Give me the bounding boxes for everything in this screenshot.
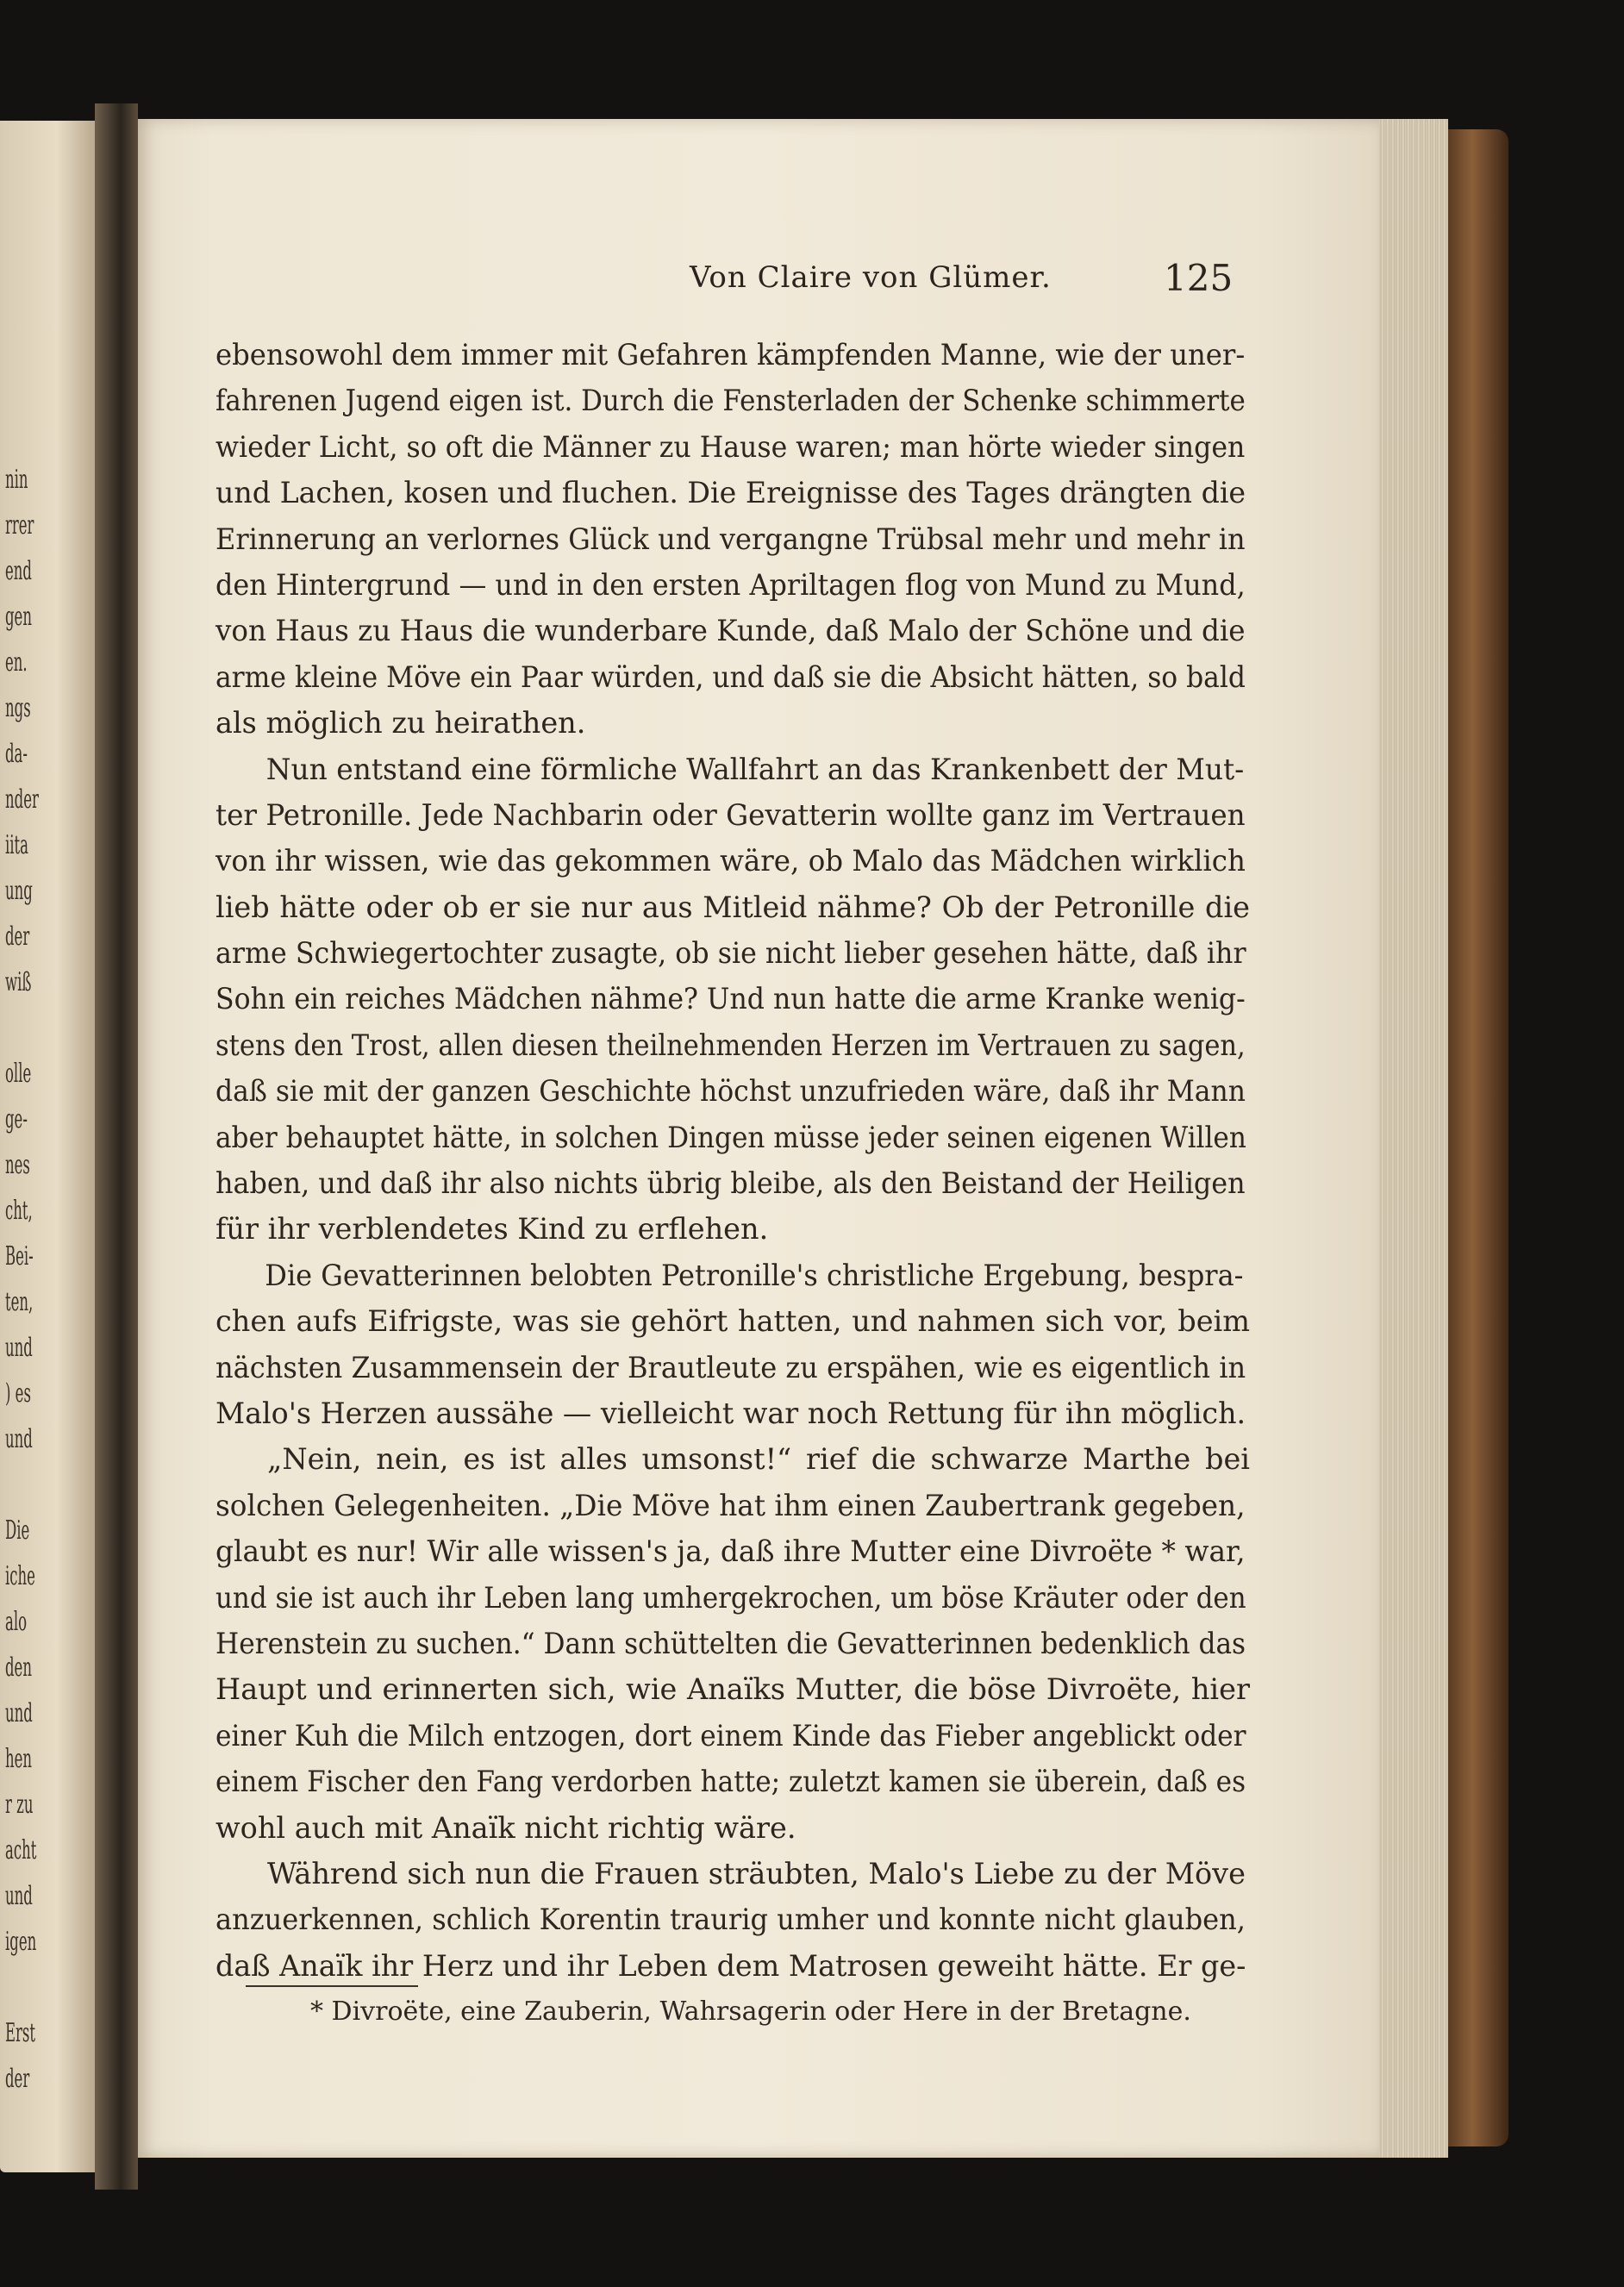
left-page-fragment: ge- (5, 1104, 28, 1134)
left-page-fragment: alo (5, 1607, 28, 1637)
left-page-fragment: Erst (5, 2018, 36, 2048)
footnote-rule (246, 1985, 418, 1987)
left-page-fragment: iche (5, 1561, 35, 1591)
text-line: und sie ist auch ihr Leben lang umhergekrochen, um böse Kräuter oder den (215, 1580, 1246, 1615)
book-cover-edge (1448, 129, 1508, 2146)
left-page-fragment (5, 1005, 53, 1051)
left-page-fragment: end (5, 556, 32, 586)
page-number: 125 (1164, 257, 1234, 299)
left-page-text-fragments (5, 457, 53, 2102)
text-line: nächsten Zusammensein der Brautleute zu erspähen, wie es eigentlich in (215, 1350, 1246, 1384)
text-line: Erinnerung an verlornes Glück und vergangne Trübsal mehr und mehr in (215, 522, 1246, 556)
text-line: lieb hätte oder ob er sie nur aus Mitleid nähme? Ob der Petronille die (215, 890, 1250, 924)
book-gutter (95, 103, 138, 2190)
left-page (0, 121, 95, 2172)
left-page-fragment: und (5, 1698, 33, 1728)
text-line: ebensowohl dem immer mit Gefahren kämpfenden Manne, wie der uner- (215, 338, 1246, 372)
text-line: wohl auch mit Anaïk nicht richtig wäre. (215, 1810, 796, 1845)
left-page-fragment: der (5, 2064, 30, 2094)
text-line: „Nein, nein, es ist alles umsonst!“ rief die schwarze Marthe bei (267, 1442, 1250, 1477)
left-page-fragment: ten, (5, 1287, 34, 1317)
text-line: chen aufs Eifrigste, was sie gehört hatten, und nahmen sich vor, beim (215, 1304, 1250, 1339)
page-edges (1379, 119, 1448, 2158)
left-page-fragment: und (5, 1881, 33, 1911)
text-line: Sohn ein reiches Mädchen nähme? Und nun hatte die arme Kranke wenig- (215, 982, 1246, 1016)
left-page-fragment: den (5, 1653, 32, 1683)
body-text (215, 332, 1250, 1989)
left-page-fragment: rrer (5, 510, 34, 541)
left-page-fragment: Die (5, 1515, 30, 1546)
left-page-fragment: da- (5, 739, 28, 769)
text-line: Nun entstand eine förmliche Wallfahrt an das Krankenbett der Mut- (265, 752, 1245, 786)
left-page-fragment: igen (5, 1927, 37, 1957)
text-line: den Hintergrund — und in den ersten Apriltagen flog von Mund zu Mund, (215, 567, 1246, 602)
text-line: Herenstein zu suchen.“ Dann schüttelten die Gevatterinnen bedenklich das (215, 1626, 1246, 1660)
left-page-fragment: nder (5, 784, 39, 815)
text-line: arme Schwiegertochter zusagte, ob sie nicht lieber gesehen hätte, daß ihr (215, 936, 1246, 971)
left-page-fragment: r zu (5, 1790, 34, 1820)
text-line: von ihr wissen, wie das gekommen wäre, ob Malo das Mädchen wirklich (215, 844, 1246, 878)
text-line: aber behauptet hätte, in solchen Dingen müsse jeder seinen eigenen Willen (215, 1120, 1246, 1154)
left-page-fragment: und (5, 1333, 33, 1363)
text-line: Die Gevatterinnen belobten Petronille's christliche Ergebung, bespra- (265, 1258, 1244, 1292)
text-line: glaubt es nur! Wir alle wissen's ja, daß ihre Mutter eine Divroëte * war, (215, 1534, 1246, 1569)
left-page-fragment: olle (5, 1059, 32, 1089)
left-page-fragment: gen (5, 602, 32, 632)
footnote: * Divroëte, eine Zauberin, Wahrsagerin oder Here in der Bretagne. (310, 1996, 1191, 2027)
text-line: Während sich nun die Frauen sträubten, Malo's Liebe zu der Möve (266, 1856, 1246, 1890)
text-line: Malo's Herzen aussähe — vielleicht war noch Rettung für ihn möglich. (215, 1396, 1246, 1430)
left-page-fragment (5, 1965, 53, 2010)
left-page-fragment: nes (5, 1150, 30, 1180)
left-page-fragment: nin (5, 465, 28, 495)
page-header (138, 250, 1379, 302)
text-line: daß Anaïk ihr Herz und ihr Leben dem Matrosen geweiht hätte. Er ge- (215, 1948, 1246, 1983)
left-page-fragment: hen (5, 1744, 33, 1774)
text-line: stens den Trost, allen diesen theilnehmenden Herzen im Vertrauen zu sagen, (215, 1028, 1246, 1062)
text-line: anzuerkennen, schlich Korentin traurig umher und konnte nicht glauben, (215, 1903, 1246, 1937)
left-page-fragment: der (5, 922, 30, 952)
left-page-fragment: iita (5, 830, 29, 860)
text-line: solchen Gelegenheiten. „Die Möve hat ihm einen Zaubertrank gegeben, (215, 1488, 1246, 1522)
left-page-fragment: acht (5, 1835, 37, 1865)
left-page-fragment: Bei- (5, 1241, 34, 1272)
text-line: einem Fischer den Fang verdorben hatte; zuletzt kamen sie überein, daß es (215, 1765, 1246, 1799)
text-line: und Lachen, kosen und fluchen. Die Ereignisse des Tages drängten die (215, 476, 1246, 510)
text-line: haben, und daß ihr also nichts übrig bleibe, als den Beistand der Heiligen (215, 1166, 1246, 1201)
left-page-fragment (5, 1462, 53, 1508)
text-line: arme kleine Möve ein Paar würden, und daß sie die Absicht hätten, so bald (215, 659, 1246, 694)
text-line: als möglich zu heirathen. (215, 706, 586, 740)
left-page-fragment: wiß (5, 967, 32, 997)
left-page-fragment: ung (5, 876, 33, 906)
text-line: ter Petronille. Jede Nachbarin oder Gevatterin wollte ganz im Vertrauen (215, 797, 1246, 832)
left-page-fragment: und (5, 1424, 33, 1454)
left-page-fragment: ngs (5, 693, 31, 723)
running-head: Von Claire von Glümer. (690, 260, 1052, 295)
text-line: für ihr verblendetes Kind zu erflehen. (215, 1212, 769, 1247)
text-line: einer Kuh die Milch entzogen, dort einem Kinde das Fieber angeblickt oder (215, 1718, 1246, 1753)
text-line: Haupt und erinnerten sich, wie Anaïks Mutter, die böse Divroëte, hier (215, 1672, 1250, 1707)
text-line: von Haus zu Haus die wunderbare Kunde, daß Malo der Schöne und die (215, 614, 1246, 648)
left-page-fragment: en. (5, 647, 28, 678)
text-line: wieder Licht, so oft die Männer zu Hause waren; man hörte wieder singen (215, 429, 1246, 464)
left-page-fragment: cht, (5, 1196, 33, 1226)
text-line: daß sie mit der ganzen Geschichte höchst unzufrieden wäre, daß ihr Mann (215, 1074, 1246, 1109)
left-page-fragment: ) es (5, 1378, 31, 1409)
text-line: fahrenen Jugend eigen ist. Durch die Fensterladen der Schenke schimmerte (215, 384, 1246, 418)
